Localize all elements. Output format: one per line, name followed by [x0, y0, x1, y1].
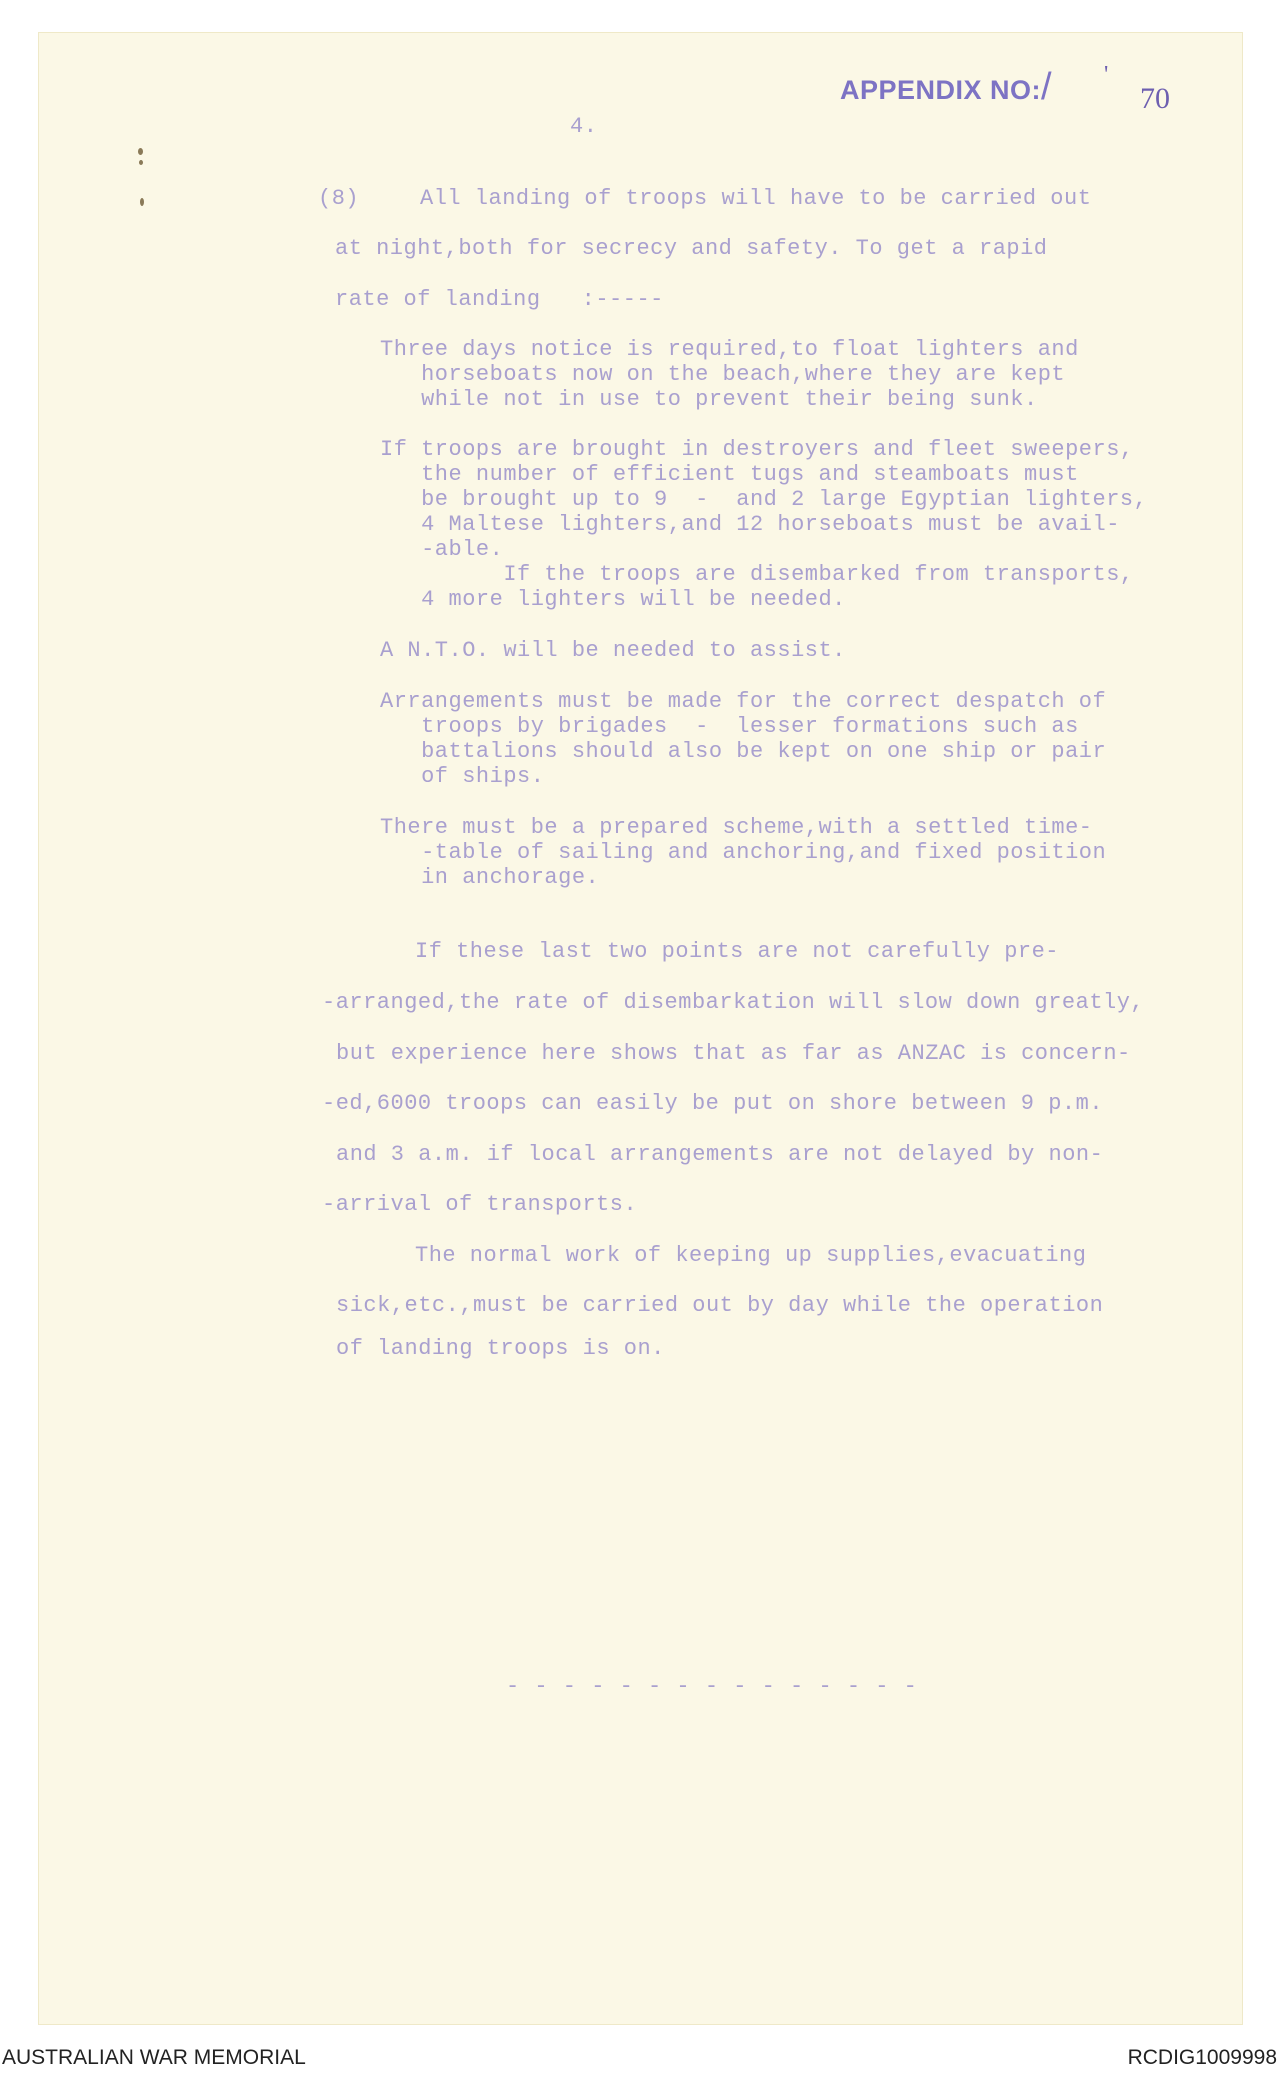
margin-mark	[140, 198, 144, 206]
point-float-lighters: Three days notice is required,to float lighters and horseboats now on the beach,where they are kept while not in use to prevent their being sunk.	[380, 337, 1079, 412]
paragraph-marker: (8)	[318, 186, 360, 211]
closing-line: -arranged,the rate of disembarkation will slow down greatly,	[322, 990, 1145, 1015]
closing-line: sick,etc.,must be carried out by day while the operation	[336, 1293, 1104, 1318]
point-nto: A N.T.O. will be needed to assist.	[380, 638, 846, 663]
closing-line: of landing troops is on.	[336, 1336, 665, 1361]
paragraph-line: rate of landing :-----	[335, 287, 664, 312]
point-destroyers: If troops are brought in destroyers and fleet sweepers, the number of efficient tugs and steamboats must be brought up to 9 - and 2 large Egyptian lighters, 4 Maltese lighters,and 12 horseboats must be avail- -able. If the troops are disembarked from transports, 4 more lighters will be needed.	[380, 437, 1148, 612]
closing-line: -ed,6000 troops can easily be put on shore between 9 p.m.	[322, 1091, 1104, 1116]
closing-line: If these last two points are not carefully pre-	[415, 939, 1060, 964]
paragraph-line: All landing of troops will have to be carried out	[420, 186, 1092, 211]
folio-number: 70	[1140, 82, 1170, 115]
appendix-stamp	[840, 66, 1052, 109]
paragraph-line: at night,both for secrecy and safety. To get a rapid	[335, 236, 1048, 261]
closing-line: and 3 a.m. if local arrangements are not delayed by non-	[336, 1142, 1104, 1167]
document-page	[38, 32, 1243, 2025]
end-rule: - - - - - - - - - - - - - - -	[506, 1674, 918, 1699]
closing-line: -arrival of transports.	[322, 1192, 638, 1217]
footer-archive-name: AUSTRALIAN WAR MEMORIAL	[2, 2046, 306, 2069]
closing-line: The normal work of keeping up supplies,evacuating	[415, 1243, 1087, 1268]
appendix-stamp-label: APPENDIX NO:	[840, 75, 1042, 105]
closing-line: but experience here shows that as far as ANZAC is concern-	[336, 1041, 1131, 1066]
margin-mark	[139, 160, 143, 165]
margin-mark	[138, 148, 143, 155]
folio-tick: '	[1104, 62, 1109, 88]
footer-record-id: RCDIG1009998	[1127, 2046, 1277, 2069]
point-despatch: Arrangements must be made for the correct despatch of troops by brigades - lesser formations such as battalions should also be kept on one ship or pair of ships.	[380, 689, 1107, 789]
appendix-stamp-number: /	[1041, 66, 1053, 108]
page-number: 4.	[570, 114, 598, 139]
point-scheme: There must be a prepared scheme,with a settled time- -table of sailing and anchoring,and fixed position in anchorage.	[380, 815, 1107, 890]
